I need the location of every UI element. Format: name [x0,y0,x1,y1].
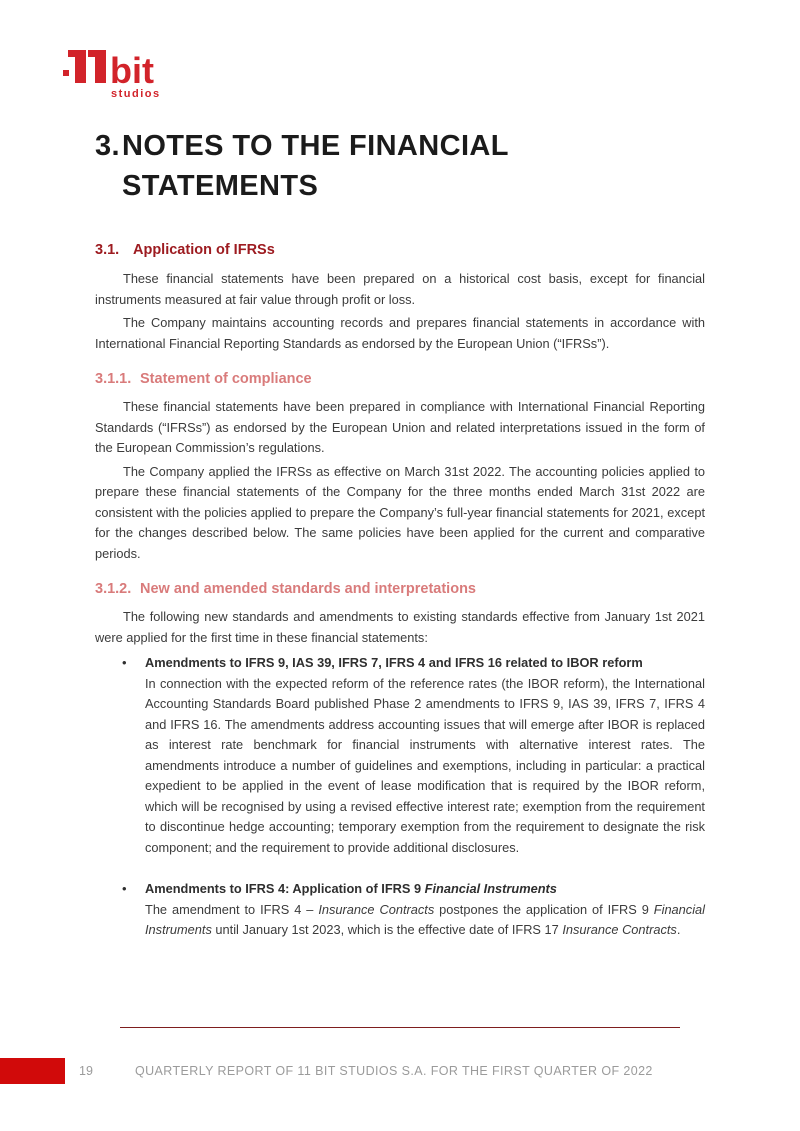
title-line2: STATEMENTS [122,170,319,202]
heading-text: New and amended standards and interpretations [140,581,476,597]
title-number: 3. [95,130,120,162]
logo-text-studios: studios [111,88,161,100]
title-line1: NOTES TO THE FINANCIAL [122,130,509,162]
heading-text: Statement of compliance [140,371,312,387]
paragraph: These financial statements have been prepared on a historical cost basis, except for financial instruments measured at fair value through profit or loss. [95,271,705,307]
document-title [95,126,705,206]
paragraph: The Company maintains accounting records and prepares financial statements in accordance with International Financial Reporting Standards as endorsed by the European Union (“IFRSs”). [95,315,705,351]
heading-number: 3.1.2. [95,581,132,597]
bullet-body: In connection with the expected reform of the reference rates (the IBOR reform), the International Accounting Standards Board published Phase 2 amendments to IFRS 9, IAS 39, IFRS 7, IFRS 4 and IFRS 16. The amendments address accounting issues that will emerge after IBOR is replaced as interest rate benchmark for financial instruments with alternative interest rates. The amendments introduce a number of guidelines and exemptions, including in particular: a practical expedient to be applied in the event of lease modification that is required by the IBOR reform, which will be recognised by using a revised effective interest rate; exemption from the requirement to discontinue hedge accounting; temporary exemption from the requirement to designate the risk component; and the requirement to provide additional disclosures. [145,675,705,855]
subsection-heading-3-1-2 [95,579,705,599]
paragraph: The Company applied the IFRSs as effective on March 31st 2022. The accounting policies applied to prepare these financial statements of the Company for the three months ended March 31st 2022 are consistent with the policies applied to prepare the Company’s full-year financial statements for 2021, except for the changes described below. The same policies have been applied for the current and comparative periods. [95,463,705,561]
footer-divider [120,1027,680,1028]
heading-text: Application of IFRSs [133,242,275,258]
bullet-title: • Amendments to IFRS 9, IAS 39, IFRS 7, IFRS 4 and IFRS 16 related to IBOR reform [145,655,643,670]
logo-text-bit: bit [110,50,154,91]
list-item [95,653,705,858]
heading-number: 3.1.1. [95,371,132,387]
heading-number: 3.1. [95,242,120,258]
list-item [95,879,705,941]
page-content [95,126,705,941]
paragraph: These financial statements have been prepared in compliance with International Financial Reporting Standards (“IFRSs”) as endorsed by the European Union and related interpretations issued in the form of the European Commission’s regulations. [95,399,705,455]
11bit-logo-icon [62,44,162,102]
paragraph: The following new standards and amendments to existing standards effective from January 1st 2021 were applied for the first time in these financial statements: [95,609,705,645]
section-heading-3-1 [95,240,705,260]
footer-text: QUARTERLY REPORT OF 11 BIT STUDIOS S.A. FOR THE FIRST QUARTER OF 2022 [135,1064,653,1078]
company-logo [62,44,162,102]
bullet-list [95,653,705,941]
bullet-body: The amendment to IFRS 4 – Insurance Contracts postpones the application of IFRS 9 Financial Instruments until January 1st 2023, which is the effective date of IFRS 17 Insurance Contracts. [145,901,705,937]
bullet-title: • Amendments to IFRS 4: Application of IFRS 9 Financial Instruments [145,881,557,896]
page-number: 19 [79,1064,93,1078]
subsection-heading-3-1-1 [95,369,705,389]
footer-red-block [0,1058,65,1084]
title-text [122,126,509,206]
